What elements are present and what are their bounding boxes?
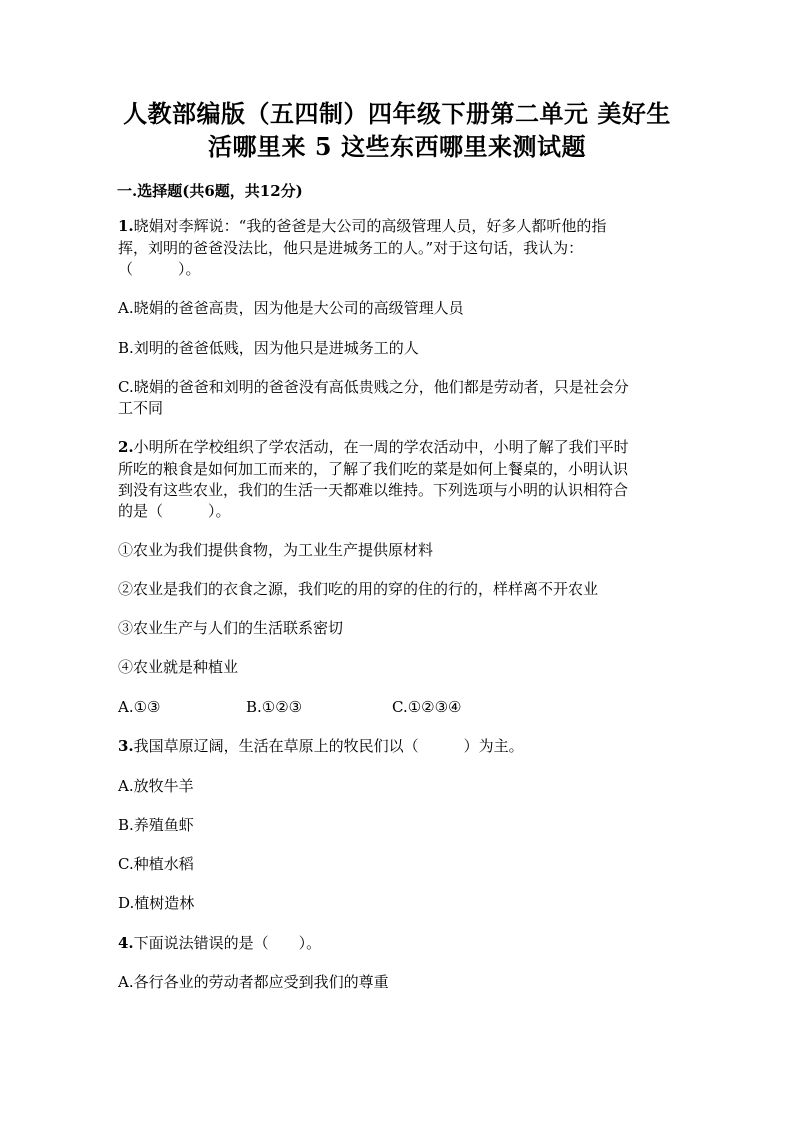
question-2-number: 2. [118, 438, 134, 456]
question-1-line-1 [118, 216, 606, 237]
question-1-number: 1. [118, 217, 134, 235]
question-2-line-1 [118, 437, 629, 458]
question-2-line-3: 到没有这些农业，我们的生活一天都难以维持。下列选项与小明的认识相符合 [118, 481, 629, 499]
question-3-option-c: C.种植水稻 [118, 855, 194, 873]
question-2-statement-3: ③农业生产与人们的生活联系密切 [118, 619, 344, 637]
question-4-text-1: 下面说法错误的是（ ）。 [133, 934, 322, 952]
question-3-line-1 [118, 736, 524, 757]
question-2-statement-4: ④农业就是种植业 [118, 658, 239, 676]
title-line-1: 人教部编版（五四制）四年级下册第二单元 美好生 [123, 99, 671, 128]
question-2-options-row [118, 697, 462, 718]
question-1-option-c-line-2: 工不同 [118, 399, 164, 417]
question-2-option-c: C.①②③④ [392, 698, 462, 716]
question-1-line-2: 挥，刘明的爸爸没法比，他只是进城务工的人。”对于这句话，我认为： [118, 239, 584, 257]
question-3-option-b: B.养殖鱼虾 [118, 816, 194, 834]
question-3-option-a: A.放牧牛羊 [118, 777, 194, 795]
question-3-text-1: 我国草原辽阔，生活在草原上的牧民们以（ ）为主。 [133, 737, 524, 755]
question-3-option-d: D.植树造林 [118, 894, 195, 912]
question-2-line-2: 所吃的粮食是如何加工而来的，了解了我们吃的菜是如何上餐桌的，小明认识 [118, 460, 629, 478]
title-line-2: 活哪里来 5 这些东西哪里来测试题 [208, 132, 586, 161]
question-4-line-1 [118, 933, 321, 954]
question-1-text-1: 晓娟对李辉说：“我的爸爸是大公司的高级管理人员，好多人都听他的指 [133, 217, 607, 235]
question-1-line-3: （ ）。 [118, 260, 201, 278]
question-4-option-a: A.各行各业的劳动者都应受到我们的尊重 [118, 973, 389, 991]
question-2-option-a: A.①③ [118, 698, 161, 716]
page-title [110, 97, 684, 163]
question-2-statement-1: ①农业为我们提供食物，为工业生产提供原材料 [118, 541, 434, 559]
question-1-option-a: A.晓娟的爸爸高贵，因为他是大公司的高级管理人员 [118, 299, 464, 317]
question-4-number: 4. [118, 934, 134, 952]
section-heading: 一.选择题(共6题，共12分) [117, 182, 303, 200]
question-2-option-b: B.①②③ [246, 698, 303, 716]
question-2-statement-2: ②农业是我们的衣食之源，我们吃的用的穿的住的行的，样样离不开农业 [118, 580, 599, 598]
question-2-line-4: 的是（ ）。 [118, 502, 231, 520]
question-1-option-c-line-1: C.晓娟的爸爸和刘明的爸爸没有高低贵贱之分，他们都是劳动者，只是社会分 [118, 378, 629, 396]
question-3-number: 3. [118, 737, 134, 755]
question-2-text-1: 小明所在学校组织了学农活动，在一周的学农活动中，小明了解了我们平时 [133, 438, 629, 456]
question-1-option-b: B.刘明的爸爸低贱，因为他只是进城务工的人 [118, 339, 419, 357]
